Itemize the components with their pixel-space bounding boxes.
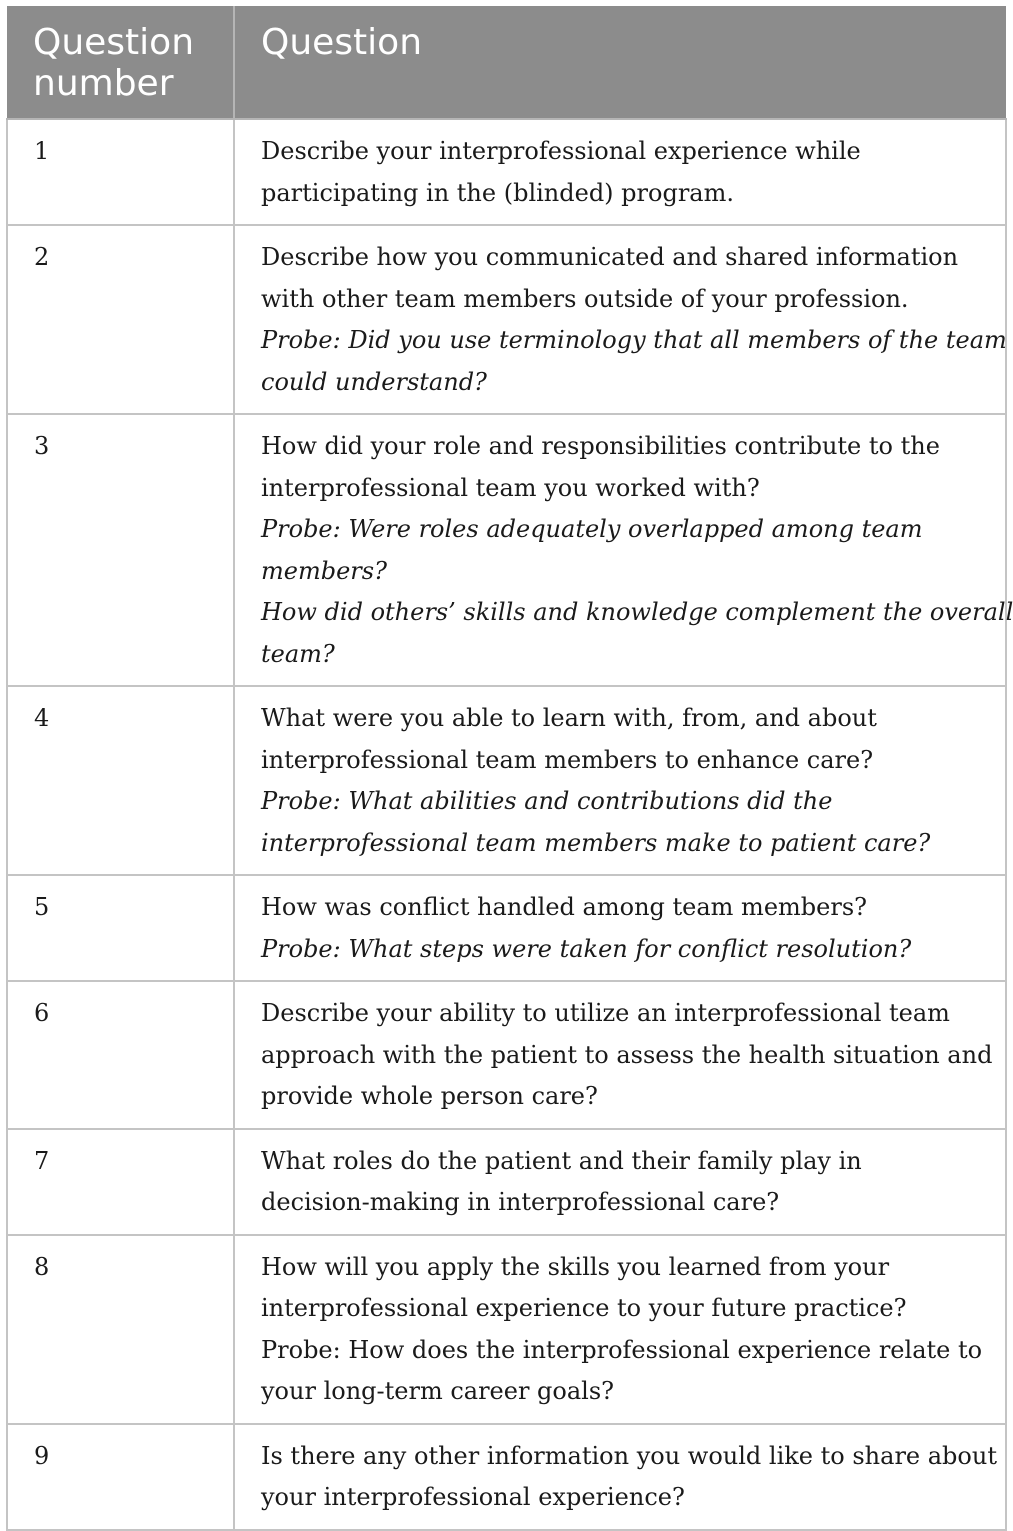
question-line: your interprofessional experience?: [261, 1483, 685, 1511]
question-line: interprofessional team you worked with?: [261, 473, 760, 502]
question-text-cell: [234, 1424, 1006, 1530]
question-text-cell: [234, 414, 1013, 686]
table-row: [7, 414, 1006, 686]
probe-line: team?: [261, 639, 335, 668]
question-number-cell: 7: [7, 1129, 234, 1235]
question-line: interprofessional experience to your future practice?: [261, 1294, 907, 1322]
question-number-cell: 3: [7, 414, 234, 686]
question-line: with other team members outside of your profession.: [261, 284, 909, 313]
header-question-number-line-1: Question: [33, 22, 195, 63]
question-line: How will you apply the skills you learned from your: [261, 1252, 890, 1281]
question-line: What roles do the patient and their family play in: [261, 1146, 862, 1175]
probe-line: Probe: What steps were taken for conflict resolution?: [261, 934, 912, 963]
probe-line: Probe: What abilities and contributions did the: [261, 787, 833, 815]
table-row: [7, 1424, 1006, 1530]
question-line: approach with the patient to assess the health situation and: [261, 1040, 993, 1069]
question-line: provide whole person care?: [261, 1082, 598, 1110]
question-line: Describe your interprofessional experience while: [261, 137, 861, 165]
header-question-number: [7, 6, 234, 119]
table-body: [7, 119, 1013, 1530]
question-number-cell: 5: [7, 875, 234, 981]
question-number-cell: 9: [7, 1424, 234, 1530]
question-line: decision-making in interprofessional care?: [261, 1188, 780, 1216]
table-row: [7, 981, 1006, 1129]
question-text-cell: [234, 1129, 1006, 1235]
question-line: participating in the (blinded) program.: [261, 178, 734, 207]
table-row: [7, 875, 1006, 981]
question-number-cell: 4: [7, 686, 234, 875]
questions-table: [6, 6, 1013, 1531]
table-row: [7, 225, 1006, 414]
header-question-number-line-2: number: [33, 63, 174, 104]
table-header-row: [7, 6, 1006, 119]
question-text-cell: [234, 875, 1006, 981]
table-row: [7, 1129, 1006, 1235]
probe-line: How did others’ skills and knowledge complement the overall: [261, 598, 1013, 626]
probe-line: Probe: Were roles adequately overlapped among team: [261, 515, 923, 543]
probe-line: interprofessional team members make to patient care?: [261, 828, 931, 857]
question-line: Describe how you communicated and shared information: [261, 243, 959, 271]
question-text-cell: [234, 1235, 1006, 1424]
table-row: [7, 686, 1006, 875]
question-line: How did your role and responsibilities contribute to the: [261, 432, 940, 460]
question-line: What were you able to learn with, from, and about: [261, 704, 877, 732]
probe-line: Probe: Did you use terminology that all members of the team: [261, 326, 1007, 354]
question-text-cell: [234, 981, 1006, 1129]
question-line: How was conflict handled among team members?: [261, 893, 867, 921]
question-line: Is there any other information you would like to share about: [261, 1441, 997, 1470]
question-text-cell: [234, 119, 1006, 225]
question-number-cell: 8: [7, 1235, 234, 1424]
question-line: your long-term career goals?: [261, 1377, 615, 1405]
question-line: interprofessional team members to enhance care?: [261, 745, 874, 774]
question-number-cell: 2: [7, 225, 234, 414]
question-text-cell: [234, 225, 1006, 414]
header-question: Question: [234, 6, 1006, 119]
question-number-cell: 6: [7, 981, 234, 1129]
table-row: [7, 1235, 1006, 1424]
probe-line: could understand?: [261, 367, 487, 396]
question-text-cell: [234, 686, 1006, 875]
question-line: Describe your ability to utilize an interprofessional team: [261, 999, 950, 1027]
question-line: Probe: How does the interprofessional experience relate to: [261, 1335, 983, 1364]
question-number-cell: 1: [7, 119, 234, 225]
table-row: [7, 119, 1006, 225]
probe-line: members?: [261, 556, 387, 585]
